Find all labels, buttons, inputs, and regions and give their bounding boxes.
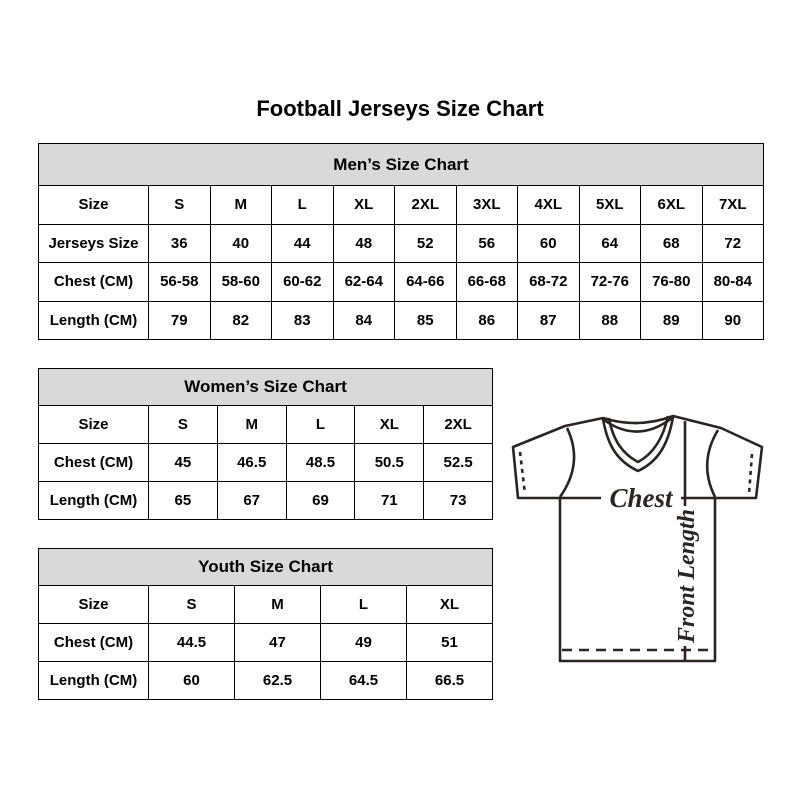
cell: 7XL xyxy=(702,186,764,225)
cell: M xyxy=(210,186,272,225)
cell: S xyxy=(149,406,218,444)
row-label: Size xyxy=(39,586,149,624)
left-cuff-stitch-dashed-line xyxy=(520,452,525,494)
row-label: Chest (CM) xyxy=(39,624,149,662)
cell: 83 xyxy=(272,301,334,340)
cell: 6XL xyxy=(641,186,703,225)
cell: 5XL xyxy=(579,186,641,225)
cell: 56-58 xyxy=(149,263,211,302)
jersey-measurement-diagram xyxy=(505,408,795,708)
table-row xyxy=(39,586,493,624)
cell: 47 xyxy=(235,624,321,662)
cell: 73 xyxy=(424,482,493,520)
jersey-outline-shape xyxy=(513,416,762,661)
cell: 65 xyxy=(149,482,218,520)
cell: 60 xyxy=(149,662,235,700)
cell: 64 xyxy=(579,224,641,263)
cell: S xyxy=(149,186,211,225)
cell: 79 xyxy=(149,301,211,340)
cell: 64-66 xyxy=(395,263,457,302)
cell: 44.5 xyxy=(149,624,235,662)
cell: 68 xyxy=(641,224,703,263)
cell: 40 xyxy=(210,224,272,263)
cell: 62-64 xyxy=(333,263,395,302)
cell: 85 xyxy=(395,301,457,340)
cell: L xyxy=(272,186,334,225)
cell: 80-84 xyxy=(702,263,764,302)
row-label: Jerseys Size xyxy=(39,224,149,263)
cell: M xyxy=(217,406,286,444)
table-header-row xyxy=(39,144,764,186)
cell: XL xyxy=(355,406,424,444)
table-row xyxy=(39,186,764,225)
left-sleeve-seam xyxy=(560,428,574,497)
row-label: Size xyxy=(39,186,149,225)
cell: XL xyxy=(407,586,493,624)
table-row xyxy=(39,624,493,662)
cell: 72-76 xyxy=(579,263,641,302)
cell: L xyxy=(286,406,355,444)
cell: 68-72 xyxy=(518,263,580,302)
row-label: Length (CM) xyxy=(39,662,149,700)
chest-measure-label: Chest xyxy=(609,483,673,513)
youth-size-table xyxy=(38,548,493,700)
cell: 48.5 xyxy=(286,444,355,482)
cell: 76-80 xyxy=(641,263,703,302)
cell: 49 xyxy=(321,624,407,662)
cell: 86 xyxy=(456,301,518,340)
cell: M xyxy=(235,586,321,624)
cell: 88 xyxy=(579,301,641,340)
cell: 4XL xyxy=(518,186,580,225)
cell: 82 xyxy=(210,301,272,340)
cell: 46.5 xyxy=(217,444,286,482)
cell: 67 xyxy=(217,482,286,520)
cell: S xyxy=(149,586,235,624)
row-label: Chest (CM) xyxy=(39,263,149,302)
right-cuff-stitch-dashed-line xyxy=(749,454,752,494)
table-row xyxy=(39,662,493,700)
youth-table-title: Youth Size Chart xyxy=(39,549,493,586)
cell: 69 xyxy=(286,482,355,520)
cell: 64.5 xyxy=(321,662,407,700)
table-row xyxy=(39,482,493,520)
table-row xyxy=(39,263,764,302)
cell: 58-60 xyxy=(210,263,272,302)
mens-table-title: Men’s Size Chart xyxy=(39,144,764,186)
cell: 3XL xyxy=(456,186,518,225)
cell: XL xyxy=(333,186,395,225)
row-label: Length (CM) xyxy=(39,482,149,520)
cell: 60-62 xyxy=(272,263,334,302)
cell: 90 xyxy=(702,301,764,340)
table-header-row xyxy=(39,369,493,406)
row-label: Length (CM) xyxy=(39,301,149,340)
mens-size-table xyxy=(38,143,764,340)
cell: 62.5 xyxy=(235,662,321,700)
cell: 87 xyxy=(518,301,580,340)
cell: 89 xyxy=(641,301,703,340)
row-label: Chest (CM) xyxy=(39,444,149,482)
cell: 56 xyxy=(456,224,518,263)
cell: 45 xyxy=(149,444,218,482)
page-title: Football Jerseys Size Chart xyxy=(256,96,544,121)
cell: 52 xyxy=(395,224,457,263)
cell: 60 xyxy=(518,224,580,263)
table-row xyxy=(39,406,493,444)
front-length-measure-label: Front Length xyxy=(674,508,700,644)
cell: L xyxy=(321,586,407,624)
cell: 72 xyxy=(702,224,764,263)
row-label: Size xyxy=(39,406,149,444)
cell: 66-68 xyxy=(456,263,518,302)
cell: 66.5 xyxy=(407,662,493,700)
cell: 48 xyxy=(333,224,395,263)
cell: 71 xyxy=(355,482,424,520)
womens-size-table xyxy=(38,368,493,520)
table-row xyxy=(39,224,764,263)
womens-table-title: Women’s Size Chart xyxy=(39,369,493,406)
cell: 52.5 xyxy=(424,444,493,482)
cell: 51 xyxy=(407,624,493,662)
table-row xyxy=(39,444,493,482)
cell: 50.5 xyxy=(355,444,424,482)
cell: 36 xyxy=(149,224,211,263)
cell: 2XL xyxy=(424,406,493,444)
cell: 44 xyxy=(272,224,334,263)
right-sleeve-seam xyxy=(707,430,718,497)
table-row xyxy=(39,301,764,340)
cell: 2XL xyxy=(395,186,457,225)
table-header-row xyxy=(39,549,493,586)
cell: 84 xyxy=(333,301,395,340)
